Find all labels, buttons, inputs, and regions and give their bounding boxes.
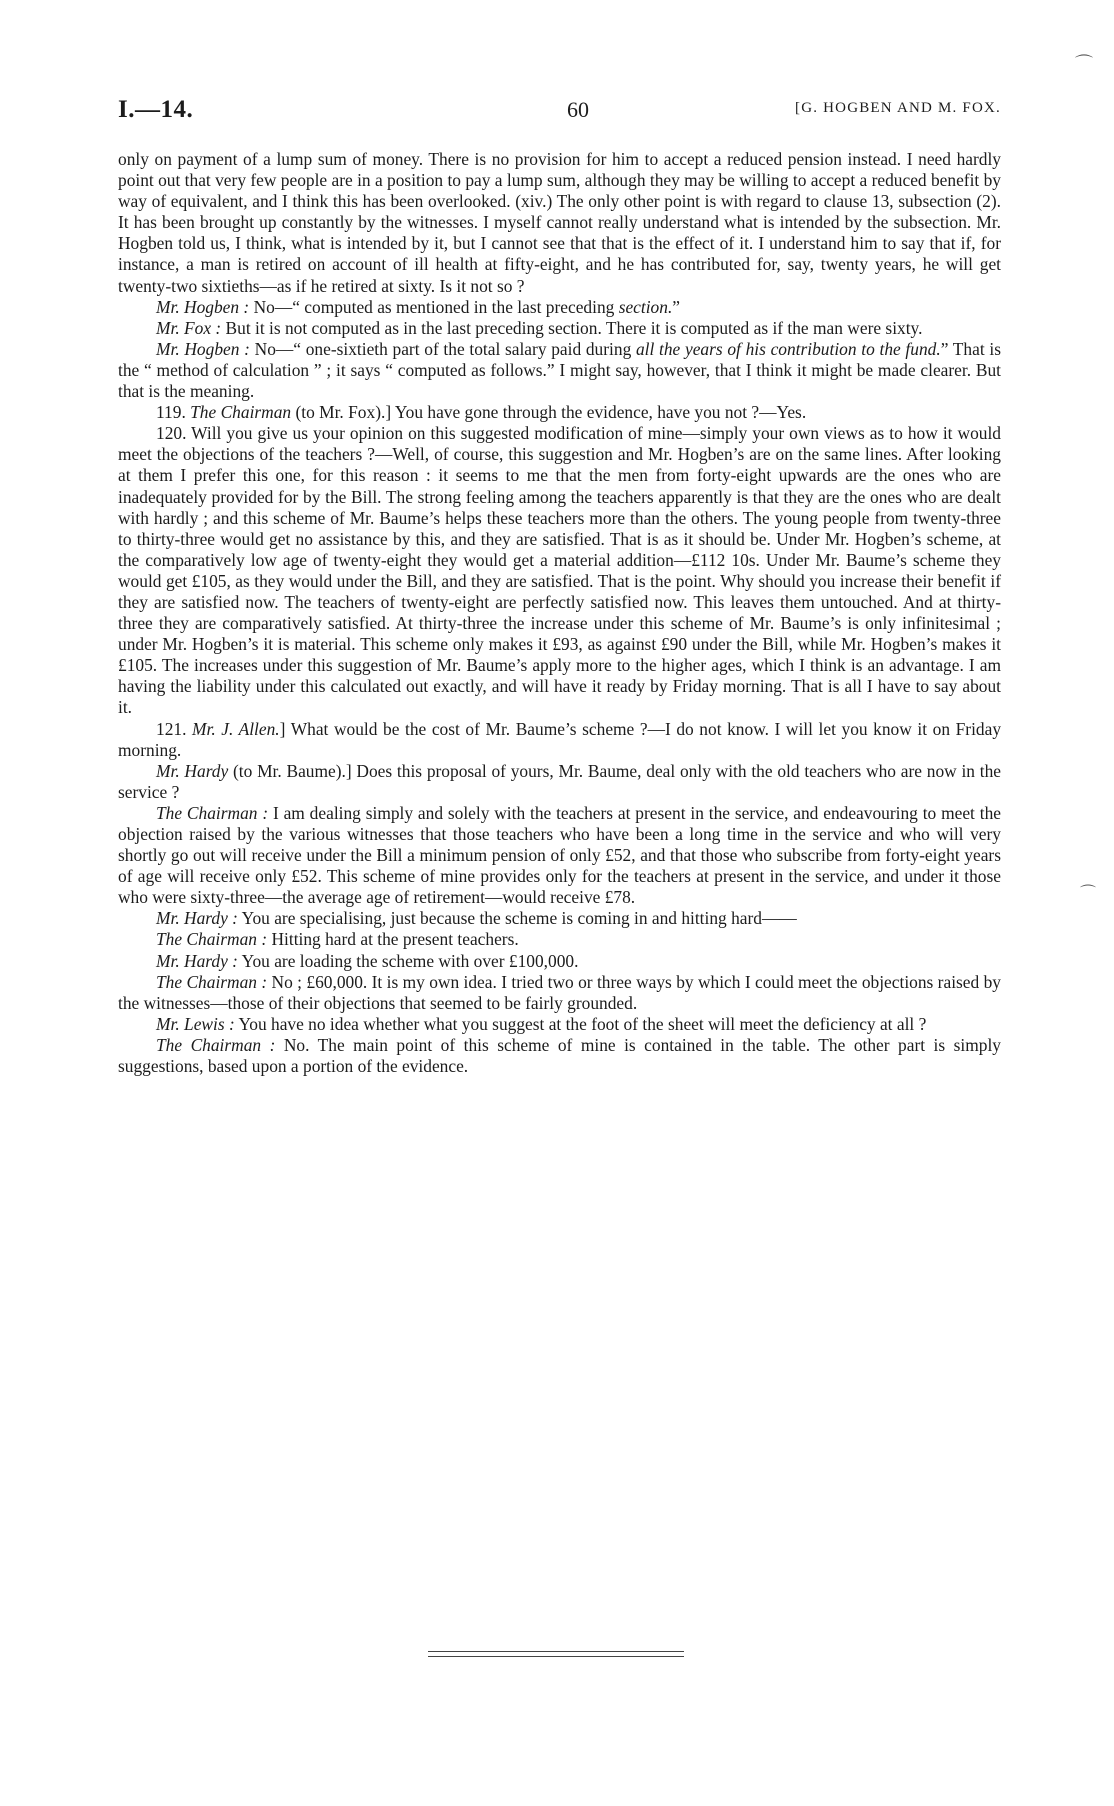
speaker: The Chairman : <box>156 802 269 823</box>
question-119: 119. The Chairman (to Mr. Fox).] You have gone through the evidence, have you not ?—Yes. <box>156 402 807 423</box>
paragraph-continuation: only on payment of a lump sum of money. There is no provision for him to accept a reduced pension instead. I need hardly point out that very few people are in a position to pay a lump sum, although they may be willing to accept a reduced benefit by way of equivalent, and I think this has been overlooked. (xiv.) The only other point is with regard to clause 13, subsection (2). It has been brought up constantly by the witnesses. I myself cannot really understand what is intended by the subsection. Mr. Hogben told us, I think, what is intended by it, but I cannot see that that is the effect of it. I understand him to say that if, for instance, a man is retired on account of ill health at fifty-eight, and he has contributed for, say, twenty years, he will get twenty-two sixtieths—as if he retired at sixty. Is it not so ? <box>118 149 1001 296</box>
speaker: The Chairman : <box>156 1034 276 1055</box>
paragraph-hogben-1: Mr. Hogben : No—“ computed as mentioned in the last preceding section.” <box>156 296 681 317</box>
scan-mark-top: ⌒ <box>1075 54 1093 74</box>
speaker: Mr. J. Allen. <box>192 718 280 739</box>
paragraph-hardy-1: Mr. Hardy (to Mr. Baume).] Does this proposal of yours, Mr. Baume, deal only with the old teachers who are now in the service ? <box>118 760 1001 802</box>
paragraph-hardy-2: Mr. Hardy : You are specialising, just because the scheme is coming in and hitting hard—— <box>156 908 797 929</box>
page-header <box>118 96 1001 126</box>
paragraph-hardy-3: Mr. Hardy : You are loading the scheme with over £100,000. <box>156 950 579 971</box>
speaker: The Chairman : <box>156 971 268 992</box>
paragraph-chairman-3: The Chairman : No ; £60,000. It is my own idea. I tried two or three ways by which I could meet the objections raised by the witnesses—those of their objections that seemed to be fairly grounded. <box>118 971 1001 1013</box>
question-120: 120. Will you give us your opinion on this suggested modification of mine—simply your own views as to how it would meet the objections of the teachers ?—Well, of course, this suggestion and Mr. Hogben’s are on the same lines. After looking at them I prefer this one, for this reason : it seems to me that the men from forty-eight upwards are the ones who are inadequately provided for by the Bill. The strong feeling among the teachers apparently is that they are the ones who are dealt with hardly ; and this scheme of Mr. Baume’s helps these teachers more than the others. The young people from twenty-three to thirty-three would get no assistance by this, and they are satisfied. That is as it should be. Under Mr. Hogben’s scheme, at the comparatively low age of twenty-eight they would get a material addition—£112 10s. Under Mr. Baume’s scheme they would get £105, as they would under the Bill, and they are satisfied. That is the point. Why should you increase their benefit if they are satisfied now. The teachers of twenty-eight are perfectly satisfied now. This leaves them untouched. And at thirty-three they are comparatively satisfied. At thirty-three the increase under this scheme of Mr. Baume’s is only infinitesimal ; under Mr. Hogben’s it is material. This scheme only makes it £93, as against £90 under the Bill, while Mr. Hogben’s makes it £105. The increases under this suggestion of Mr. Baume’s apply more to the higher ages, which I think is an advantage. I am having the liability under this calculated out exactly, and will have it ready by Friday morning. That is all I have to say about it. <box>118 423 1001 718</box>
question-121: 121. Mr. J. Allen.] What would be the cost of Mr. Baume’s scheme ?—I do not know. I will let you know it on Friday morning. <box>118 718 1002 760</box>
speaker: Mr. Hardy : <box>156 908 238 929</box>
speaker: Mr. Hardy : <box>156 950 238 971</box>
closing-rule <box>428 1651 684 1657</box>
paragraph-chairman-4: The Chairman : No. The main point of this scheme of mine is contained in the table. The other part is simply suggestions, based upon a portion of the evidence. <box>118 1034 1001 1077</box>
speaker: Mr. Lewis : <box>156 1013 235 1034</box>
paragraph-fox: Mr. Fox : But it is not computed as in the last preceding section. There it is computed as if the man were sixty. <box>156 317 923 338</box>
scan-mark-margin: ⌒ <box>1080 885 1097 902</box>
witness-names: [G. HOGBEN AND M. FOX. <box>795 100 1001 116</box>
speaker: Mr. Fox : <box>156 317 222 338</box>
speaker: Mr. Hardy <box>156 760 229 781</box>
evidence-text <box>118 149 1001 1077</box>
paragraph-chairman-1: The Chairman : I am dealing simply and solely with the teachers at present in the service, and endeavouring to meet the objection raised by the various witnesses that those teachers who have been a long time in the service and who will very shortly go out will receive under the Bill a minimum pension of only £52, and that those who subscribe from forty-eight years of age will receive only £52. This scheme of mine provides only for the teachers at present in the service, and under it those who were sixty-three—the average age of retirement—would receive £78. <box>118 802 1001 908</box>
page-number: 60 <box>567 97 589 122</box>
speaker: Mr. Hogben : <box>156 338 250 359</box>
speaker: Mr. Hogben : <box>156 296 250 317</box>
paragraph-hogben-2: Mr. Hogben : No—“ one-sixtieth part of the total salary paid during all the years of his contribution to the fund.” That is the “ method of calculation ” ; it says “ computed as follows.” I might say, however, that I think it might be made clearer. But that is the meaning. <box>118 338 1001 402</box>
speaker: The Chairman : <box>156 929 268 950</box>
paragraph-chairman-2: The Chairman : Hitting hard at the present teachers. <box>156 929 519 950</box>
paragraph-lewis: Mr. Lewis : You have no idea whether what you suggest at the foot of the sheet will meet the deficiency at all ? <box>156 1013 927 1034</box>
speaker: The Chairman <box>190 402 292 423</box>
series-number: I.—14. <box>118 96 194 123</box>
